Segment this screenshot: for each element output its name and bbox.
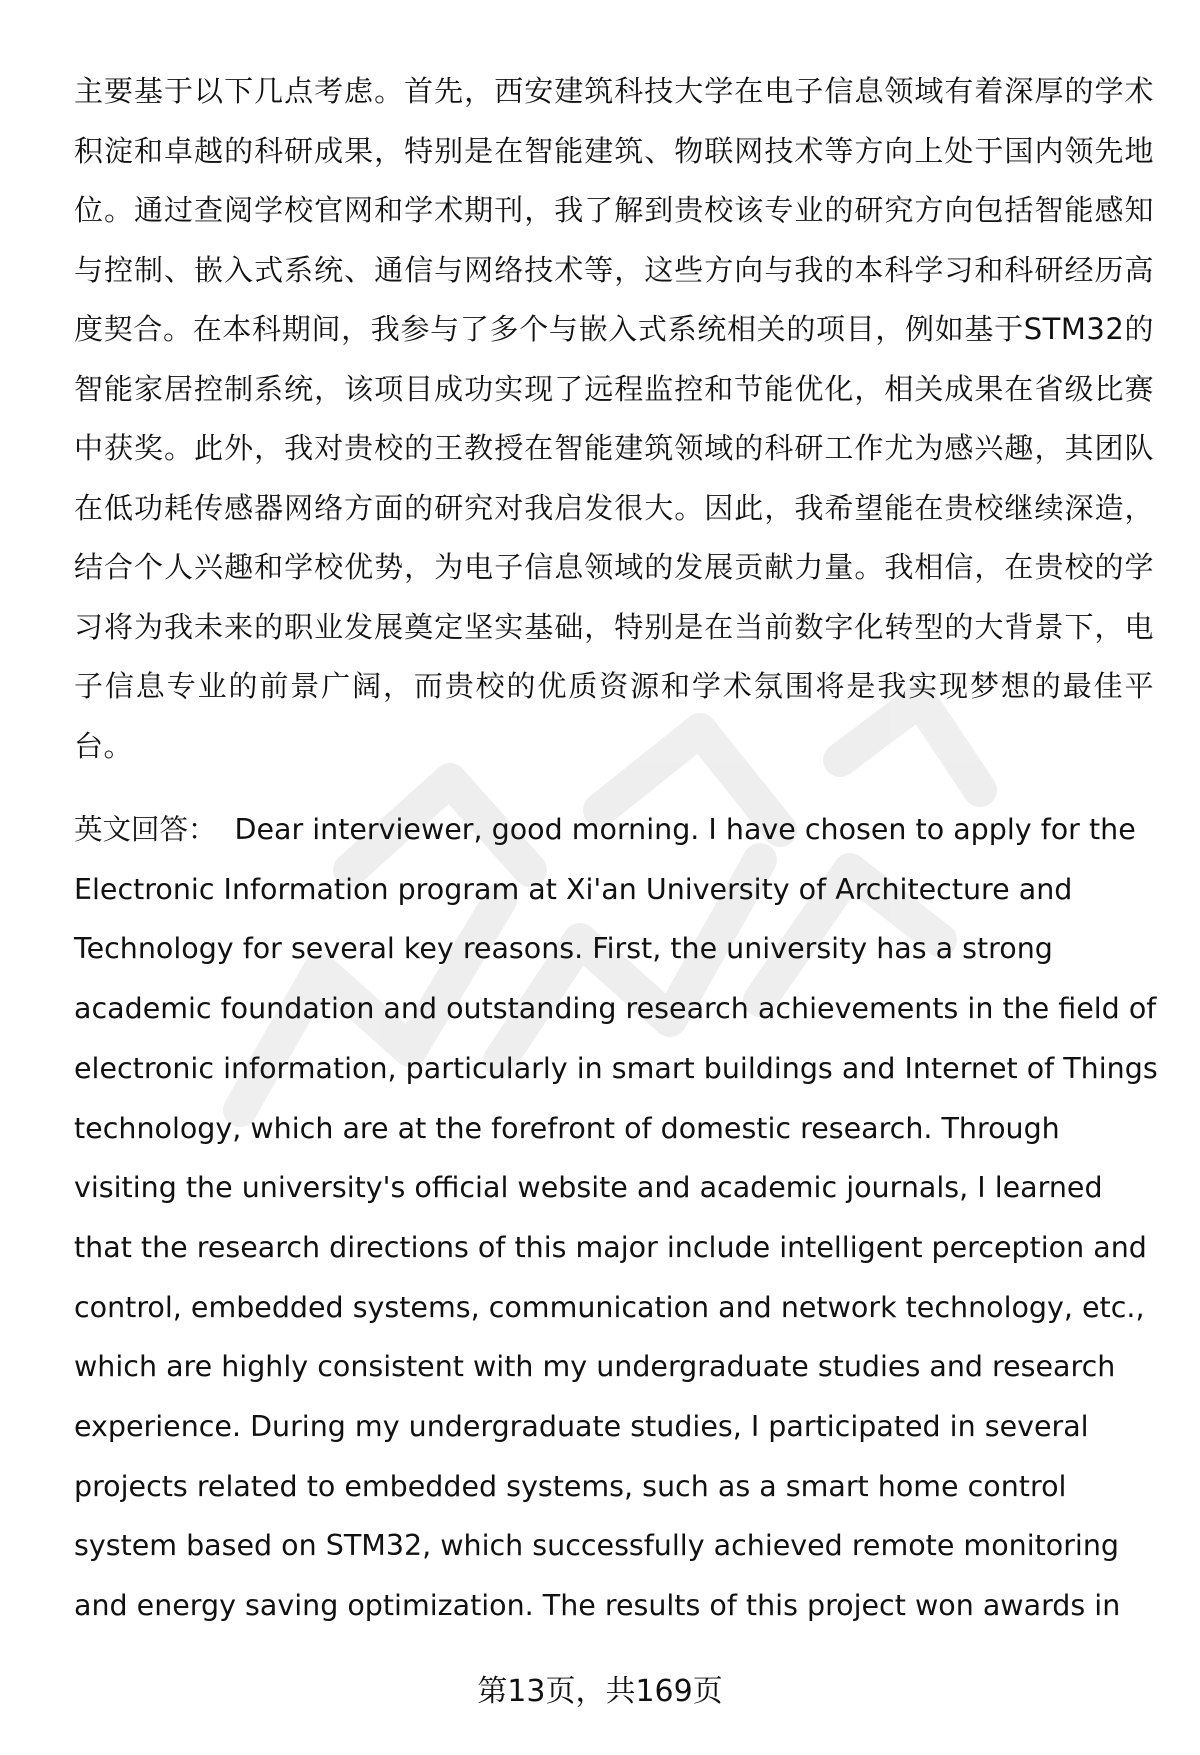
chinese-answer-paragraph: 主要基于以下几点考虑。首先，西安建筑科技大学在电子信息领域有着深厚的学术积淀和卓越的科研成果，特别是在智能建筑、物联网技术等方向上处于国内领先地位。通过查阅学校官网和学术期刊，我了解到贵校该专业的研究方向包括智能感知与控制、嵌入式系统、通信与网络技术等，这些方向与我的本科学习和科研经历高度契合。在本科期间，我参与了多个与嵌入式系统相关的项目，例如基于STM32的智能家居控制系统，该项目成功实现了远程监控和节能优化，相关成果在省级比赛中获奖。此外，我对贵校的王教授在智能建筑领域的科研工作尤为感兴趣，其团队在低功耗传感器网络方面的研究对我启发很大。因此，我希望能在贵校继续深造，结合个人兴趣和学校优势，为电子信息领域的发展贡献力量。我相信，在贵校的学习将为我未来的职业发展奠定坚实基础，特别是在当前数字化转型的大背景下，电子信息专业的前景广阔，而贵校的优质资源和学术氛围将是我实现梦想的最佳平台。 [74,74,1154,763]
english-answer-text: Dear interviewer, good morning. I have chosen to apply for the Electronic Information program at Xi'an University of Architecture and Technology for several key reasons. First, the university has a strong academic foundation and outstanding research achievements in the field of electronic information, particularly in smart buildings and Internet of Things technology, which are at the forefront of domestic research. Through visiting the university's official website and academic journals, I learned that the research directions of this major include intelligent perception and control, embedded systems, communication and network technology, etc., which are highly consistent with my undergraduate studies and research experience. During my undergraduate studies, I participated in several projects related to embedded systems, such as a smart home control system based on STM32, which successfully achieved remote monitoring and energy saving optimization. The results of this project won awards in [74,813,1158,1623]
page-number-footer: 第13页，共169页 [477,1674,723,1709]
english-answer-label: 英文回答： [74,813,217,846]
english-answer-paragraph [74,800,1159,1636]
